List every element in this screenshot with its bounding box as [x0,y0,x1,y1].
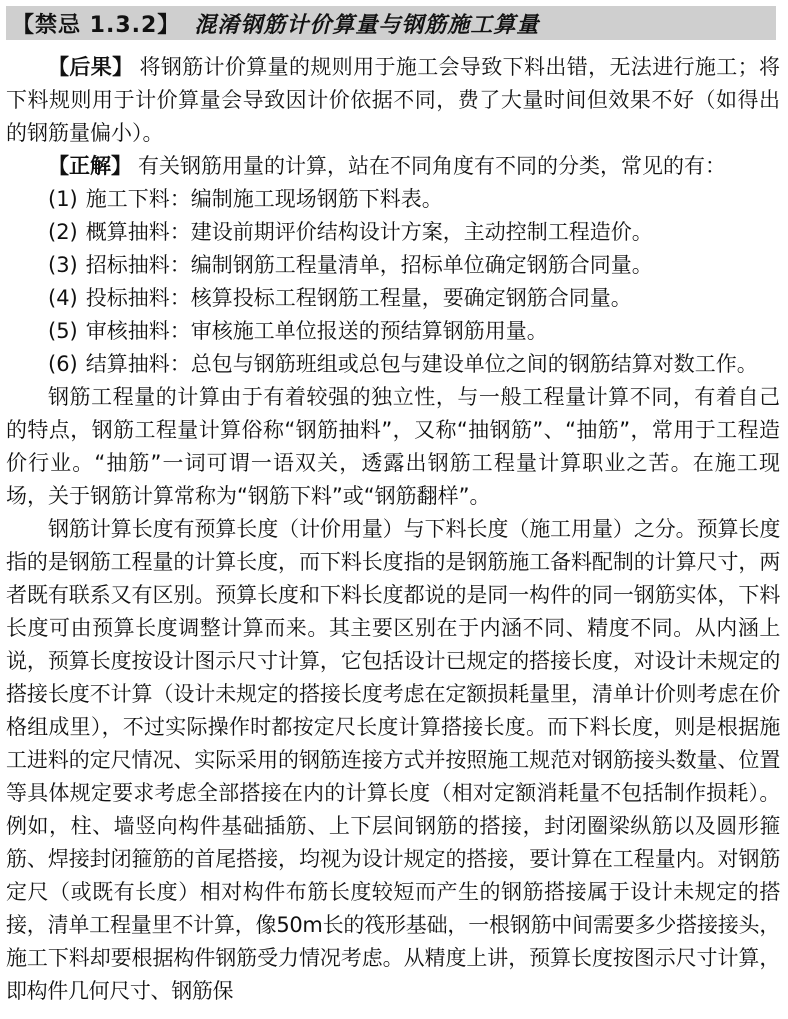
list-item-text: 施工下料：编制施工现场钢筋下料表。 [85,187,443,211]
consequence-paragraph [6,51,780,150]
list-item [6,348,780,381]
list-item-number: (5) [48,319,78,343]
section-title-bar [6,6,776,40]
list-item-number: (1) [48,187,78,211]
body-text [6,51,780,1008]
list-item [6,282,780,315]
section-tag: 【禁忌 1.3.2】 [12,12,181,38]
list-item-text: 结算抽料：总包与钢筋班组或总包与建设单位之间的钢筋结算对数工作。 [85,352,758,376]
list-item-number: (2) [48,220,78,244]
list-item [6,315,780,348]
list-item-number: (3) [48,253,78,277]
list-item-number: (4) [48,286,78,310]
list-item-text: 概算抽料：建设前期评价结构设计方案，主动控制工程造价。 [85,220,653,244]
consequence-label: 【后果】 [48,55,134,79]
list-item [6,183,780,216]
body-paragraph: 钢筋工程量的计算由于有着较强的独立性，与一般工程量计算不同，有着自己的特点，钢筋工程量计算俗称“钢筋抽料”，又称“抽钢筋”、“抽筋”，常用于工程造价行业。“抽筋”一词可谓一语双关，透露出钢筋工程量计算职业之苦。在施工现场，关于钢筋计算常称为“钢筋下料”或“钢筋翻样”。 [6,385,780,508]
consequence-text: 将钢筋计价算量的规则用于施工会导致下料出错，无法进行施工；将下料规则用于计价算量会导致因计价依据不同，费了大量时间但效果不好（如得出的钢筋量偏小）。 [6,55,781,145]
solution-label: 【正解】 [48,154,132,178]
list-item-number: (6) [48,352,78,376]
list-item [6,216,780,249]
solution-text: 有关钢筋用量的计算，站在不同角度有不同的分类，常见的有： [138,154,726,178]
list-item-text: 投标抽料：核算投标工程钢筋工程量，要确定钢筋合同量。 [85,286,632,310]
list-item-text: 审核抽料：审核施工单位报送的预结算钢筋用量。 [85,319,548,343]
list-item [6,249,780,282]
section-title: 混淆钢筋计价算量与钢筋施工算量 [194,12,540,38]
body-paragraph: 钢筋计算长度有预算长度（计价用量）与下料长度（施工用量）之分。预算长度指的是钢筋工程量的计算长度，而下料长度指的是钢筋施工备料配制的计算尺寸，两者既有联系又有区别。预算长度和下料长度都说的是同一构件的同一钢筋实体，下料长度可由预算长度调整计算而来。其主要区别在于内涵不同、精度不同。从内涵上说，预算长度按设计图示尺寸计算，它包括设计已规定的搭接长度，对设计未规定的搭接长度不计算（设计未规定的搭接长度考虑在定额损耗量里，清单计价则考虑在价格组成里），不过实际操作时都按定尺长度计算搭接长度。而下料长度，则是根据施工进料的定尺情况、实际采用的钢筋连接方式并按照施工规范对钢筋接头数量、位置等具体规定要求考虑全部搭接在内的计算长度（相对定额消耗量不包括制作损耗）。例如，柱、墙竖向构件基础插筋、上下层间钢筋的搭接，封闭圈梁纵筋以及圆形箍筋、焊接封闭箍筋的首尾搭接，均视为设计规定的搭接，要计算在工程量内。对钢筋定尺（或既有长度）相对构件布筋长度较短而产生的钢筋搭接属于设计未规定的搭接，清单工程量里不计算，像50m长的筏形基础，一根钢筋中间需要多少搭接接头，施工下料却要根据构件钢筋受力情况考虑。从精度上讲，预算长度按图示尺寸计算，即构件几何尺寸、钢筋保 [6,517,780,1003]
list-item-text: 招标抽料：编制钢筋工程量清单，招标单位确定钢筋合同量。 [85,253,653,277]
solution-paragraph [6,150,780,183]
